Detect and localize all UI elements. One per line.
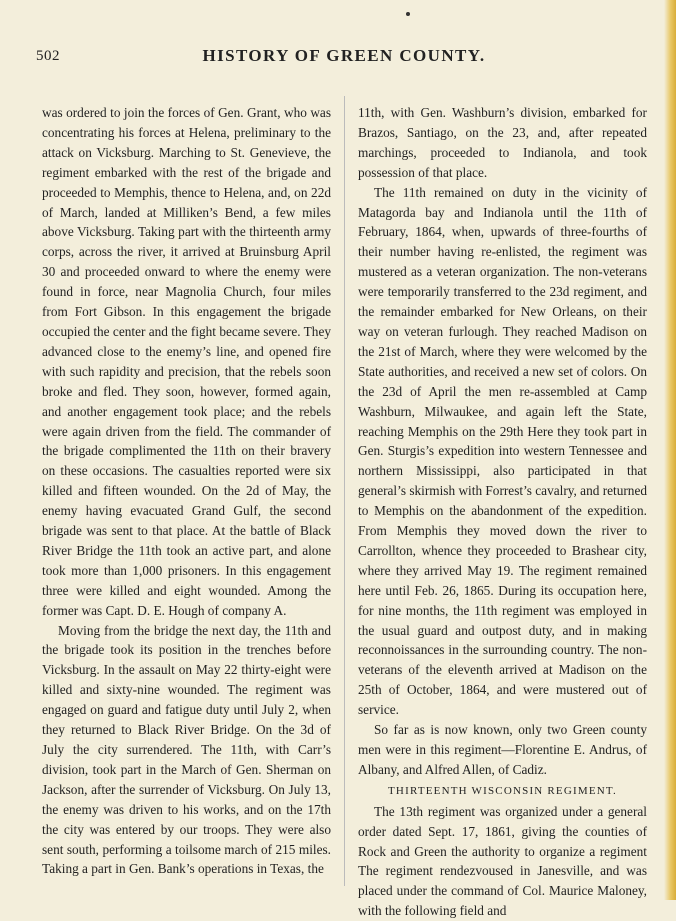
left-column: [42, 103, 331, 879]
paragraph: The 13th regiment was organized under a general order dated Sept. 17, 1861, giving the counties of Rock and Green the authority to organize a regiment The regiment rendezvoused in Janesville, and was placed under the command of Col. Maurice Maloney, with the following field and: [358, 803, 647, 919]
paragraph: was ordered to join the forces of Gen. Grant, who was concentrating his forces at Helena, preliminary to the attack on Vicksburg. Marching to St. Genevieve, the regiment embarked with the rest of the brigade and proceeded to Memphis, thence to Helena, and, on 22d of March, landed at Milliken’s Bend, a few miles above Vicksburg. Taking part with the thirteenth army corps, across the river, it arrived at Bruinsburg April 30 and proceeded onward to where the enemy were found in force, near Magnolia Church, four miles from Fort Gibson. In this engagement the brigade occupied the center and the fight became severe. They advanced close to the enemy’s line, and opened fire with such rapidity and precision, that the rebels soon broke and fled. They soon, however, formed again, and another engagement took place; and the rebels were again driven from the field. The commander of the brigade complimented the 11th on their bravery on these occasions. The casualties reported were six killed and fifteen wounded. On the 2d of May, the enemy having evacuated Grand Gulf, the second brigade was sent to that place. At the battle of Black River Bridge the 11th took an active part, and alone took more than 1,000 prisoners. In this engagement three were killed and eight wounded. Among the former was Capt. D. E. Hough of company A.: [42, 105, 331, 618]
paragraph: Moving from the bridge the next day, the 11th and the brigade took its position in the trenches before Vicksburg. In the assault on May 22 thirty-eight were killed and sixty-nine wounded. The regiment was engaged on guard and fatigue duty until July 2, when they returned to Black River Bridge. On the 3d of July the city surrendered. The 11th, with Carr’s division, took part in the March of Gen. Sherman on Jackson, after the surrender of Vicksburg. On July 13, the enemy was driven to his works, and on the 17th the city was entered by our troops. They were also sent south, performing a toilsome march of 215 miles. Taking a part in Gen. Bank’s operations in Texas, the: [42, 622, 331, 877]
paragraph: The 11th remained on duty in the vicinity of Matagorda bay and Indianola until the 11th of February, 1864, when, upwards of three-fourths of their number having re-enlisted, the regiment was mustered as a veteran organization. The non-veterans were temporarily transferred to the 23d regiment, and the remainder embarked for New Orleans, on their way on veteran furlough. They reached Madison on the 21st of March, where they were welcomed by the State authorities, and received a new set of colors. On the 23d of April the men re-assembled at Camp Washburn, Milwaukee, and again left the State, reaching Memphis on the 29th Here they took part in Gen. Sturgis’s expedition into western Tennessee and northern Mississippi, also participated in that general’s skirmish with Forrest’s cavalry, and returned to Memphis on the abandonment of the expedition. From Memphis they moved down the river to Carrollton, whence they proceeded to Brashear city, where they arrived May 19. The regiment remained here until Feb. 26, 1865. During its occupation here, for nine months, the 11th regiment was employed in the usual guard and outpost duty, and in making reconnoissances in the surrounding country. The non-veterans of the eleventh arrived at Madison on the 25th of October, 1864, and were mustered out of service.: [358, 184, 648, 718]
ink-speck: [406, 12, 410, 16]
page-number: 502: [36, 48, 60, 64]
paragraph: 11th, with Gen. Washburn’s division, embarked for Brazos, Santiago, on the 23, and, after repeated marchings, proceeded to Indianola, and took possession of that place.: [358, 105, 647, 180]
running-title: HISTORY OF GREEN COUNTY.: [202, 46, 486, 65]
paragraph: So far as is now known, only two Green county men were in this regiment—Florentine E. Andrus, of Albany, and Alfred Allen, of Cadiz.: [358, 722, 647, 777]
page-header: [36, 46, 652, 68]
section-heading: THIRTEENTH WISCONSIN REGIMENT.: [388, 784, 617, 797]
column-divider: [344, 96, 345, 886]
page-edge: [664, 0, 676, 900]
right-column: [358, 103, 647, 921]
